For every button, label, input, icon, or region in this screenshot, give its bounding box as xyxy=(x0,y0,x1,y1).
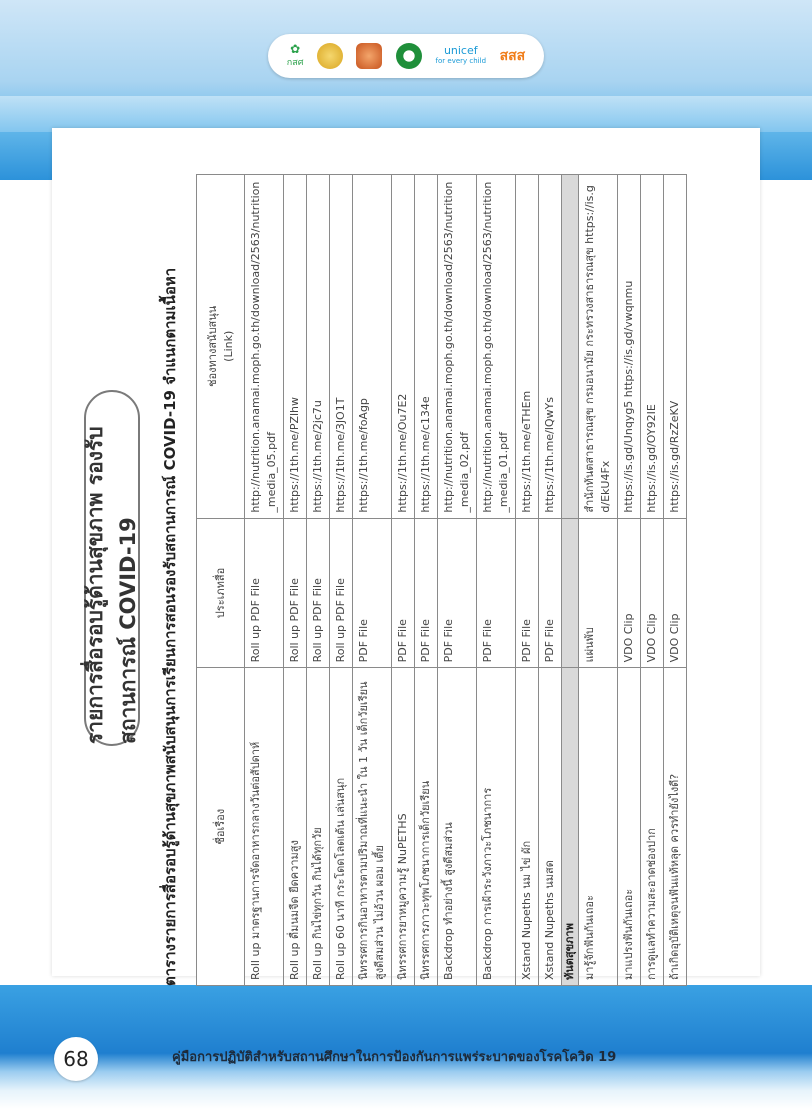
table-row xyxy=(516,175,539,986)
section-empty-cell xyxy=(562,518,579,668)
moph-logo xyxy=(396,43,422,69)
row-type: PDF File xyxy=(438,518,477,668)
row-title: ถ้าเกิดอุบัติเหตุจนฟันแท้หลุด ควรทำยังไงดี? xyxy=(664,668,687,986)
table-row xyxy=(664,175,687,986)
row-link[interactable]: https://is.gd/OY92IE xyxy=(641,175,664,519)
row-type: PDF File xyxy=(516,518,539,668)
row-title: Roll up กินไข่ทุกวัน กินได้ทุกวัย xyxy=(307,668,330,986)
row-type: PDF File xyxy=(392,518,415,668)
unicef-logo xyxy=(436,45,486,67)
row-title: Roll up ดื่มนมจืด ยืดความสูง xyxy=(284,668,307,986)
ddc-logo-mark: ✿ xyxy=(290,42,301,56)
row-title: มาแปรงฟันกันเถอะ xyxy=(618,668,641,986)
table-row xyxy=(307,175,330,986)
row-type: VDO Clip xyxy=(641,518,664,668)
row-title: นิทรรศการกินอาหารตามปริมาณที่แนะนำ ใน 1 วัน เด็กวัยเรียนสูงดีสมส่วน ไม่อ้วน ผอม เตี้ย xyxy=(353,668,392,986)
row-title: นิทรรศการยาหมูความรู้ NuPETHS xyxy=(392,668,415,986)
row-type: PDF File xyxy=(477,518,516,668)
section-empty-cell xyxy=(562,175,579,519)
row-type: PDF File xyxy=(353,518,392,668)
section-label: ทันตสุขภาพ xyxy=(562,668,579,986)
table-row xyxy=(641,175,664,986)
row-type: Roll up PDF File xyxy=(330,518,353,668)
row-title: Backdrop การเฝ้าระวังภาวะโภชนาการ xyxy=(477,668,516,986)
section-header-row xyxy=(562,175,579,986)
media-table xyxy=(196,174,687,986)
unicef-logo-sub: for every child xyxy=(435,57,487,65)
row-type: Roll up PDF File xyxy=(307,518,330,668)
row-type: Roll up PDF File xyxy=(284,518,307,668)
row-link[interactable]: https://1th.me/3JO1T xyxy=(330,175,353,519)
table-row xyxy=(353,175,392,986)
table-row xyxy=(284,175,307,986)
row-link[interactable]: http://nutrition.anamai.moph.go.th/download/2563/nutrition_media_05.pdf xyxy=(245,175,284,519)
table-row xyxy=(392,175,415,986)
row-link[interactable]: http://nutrition.anamai.moph.go.th/download/2563/nutrition_media_01.pdf xyxy=(477,175,516,519)
row-title: Xstand Nupeths นมสด xyxy=(539,668,562,986)
table-row xyxy=(415,175,438,986)
footer-title: คู่มือการปฏิบัติสำหรับสถานศึกษาในการป้องกันการแพร่ระบาดของโรคโควิด 19 xyxy=(172,1050,617,1065)
row-title: การดูแลทำความสะอาดช่องปาก xyxy=(641,668,664,986)
ddc-logo-text: กสศ xyxy=(286,58,304,68)
ddc-logo xyxy=(287,43,304,69)
row-title: Roll up มาตรฐานการจัดอาหารกลางวันต่อสัปดาห์ xyxy=(245,668,284,986)
row-type: PDF File xyxy=(539,518,562,668)
crest-logo-2 xyxy=(356,43,382,69)
row-title: นิทรรศการภาวะทุพโภชนาการเด็กวัยเรียน xyxy=(415,668,438,986)
table-row xyxy=(245,175,284,986)
row-link[interactable]: https://1th.me/PZlhw xyxy=(284,175,307,519)
unicef-logo-text: unicef xyxy=(443,44,478,57)
table-header-row xyxy=(197,175,245,986)
row-type: PDF File xyxy=(415,518,438,668)
row-link[interactable]: https://1th.me/2jc7u xyxy=(307,175,330,519)
table-row xyxy=(618,175,641,986)
row-link[interactable]: https://1th.me/eTHEm xyxy=(516,175,539,519)
row-title: Roll up 60 นาที กระโดดโลดเต้น เล่นสนุก xyxy=(330,668,353,986)
table-row xyxy=(539,175,562,986)
rotated-content xyxy=(56,156,756,996)
header-type: ประเภทสื่อ xyxy=(197,518,245,668)
table-row xyxy=(330,175,353,986)
header-title: ชื่อเรื่อง xyxy=(197,668,245,986)
table-caption: ตารางรายการสื่อรอบรู้ด้านสุขภาพสนับสนุนการเรียนการสอนรองรับสถานการณ์ COVID-19 จำแนกตามเนื้อหา xyxy=(161,267,179,986)
row-link[interactable]: สำนักทันตสาธารณสุข กรมอนามัย กระทรวงสาธารณสุข https://is.gd/EkU4Fx xyxy=(579,175,618,519)
row-link[interactable]: https://is.gd/Unqyg5 https://is.gd/vwqnmu xyxy=(618,175,641,519)
row-link[interactable]: https://1th.me/lQwYs xyxy=(539,175,562,519)
table-row xyxy=(477,175,516,986)
row-link[interactable]: http://nutrition.anamai.moph.go.th/download/2563/nutrition_media_02.pdf xyxy=(438,175,477,519)
header-link: ช่องทางสนับสนุน (Link) xyxy=(197,175,245,519)
row-link[interactable]: https://1th.me/foAgp xyxy=(353,175,392,519)
table-row xyxy=(438,175,477,986)
row-link[interactable]: https://is.gd/RzZeKV xyxy=(664,175,687,519)
row-type: VDO Clip xyxy=(664,518,687,668)
row-title: มารู้จักฟันกันเถอะ xyxy=(579,668,618,986)
crest-logo-1 xyxy=(317,43,343,69)
row-link[interactable]: https://1th.me/Ou7E2 xyxy=(392,175,415,519)
table-row xyxy=(579,175,618,986)
logo-bar xyxy=(268,34,544,78)
row-title: Backdrop ทำอย่างนี้ สูงดีสมส่วน xyxy=(438,668,477,986)
sss-logo: สสส xyxy=(499,48,526,64)
row-link[interactable]: https://1th.me/c134e xyxy=(415,175,438,519)
row-type: VDO Clip xyxy=(618,518,641,668)
row-type: Roll up PDF File xyxy=(245,518,284,668)
row-type: แผ่นพับ xyxy=(579,518,618,668)
page-title: รายการสื่อรอบรู้ด้านสุขภาพ รองรับสถานการณ์ COVID-19 xyxy=(84,390,140,746)
page-number: 68 xyxy=(54,1037,98,1081)
row-title: Xstand Nupeths นม ไข่ ผัก xyxy=(516,668,539,986)
